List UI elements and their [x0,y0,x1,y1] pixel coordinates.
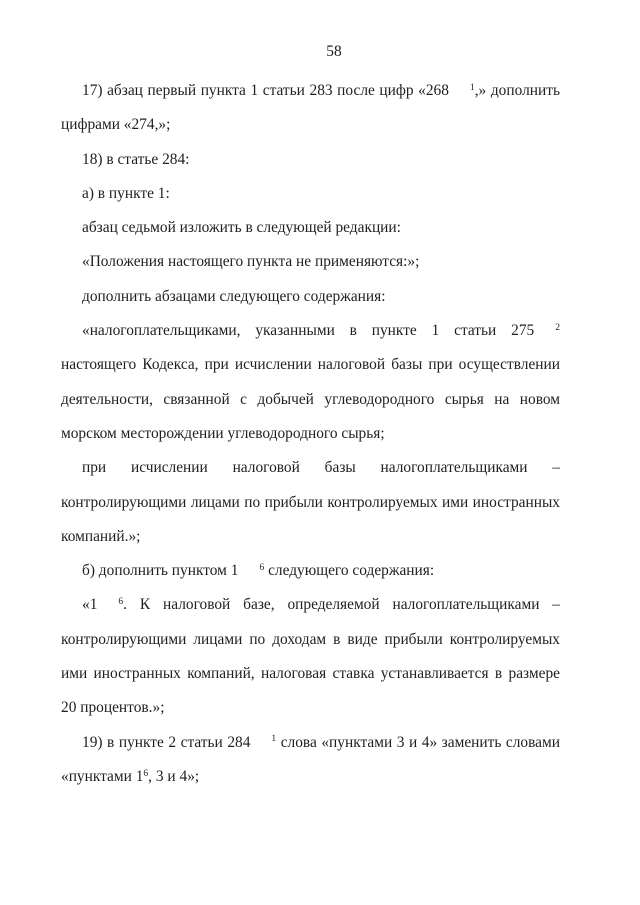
text-line: морском месторождении углеводородного сырья; [61,424,385,442]
text-line: компаний.»; [61,527,141,545]
text-line: 19) в пункте 2 статьи 284 1 слова «пунктами 3 и 4» заменить словами [82,733,560,751]
paragraph [61,177,560,211]
text-line: «налогоплательщиками, указанными в пункте 1 статьи 275 2 [82,321,560,340]
text-line: 20 процентов.»; [61,699,165,717]
paragraph [61,143,560,177]
text-line: «пунктами 16, 3 и 4»; [61,767,200,785]
paragraph [61,554,560,588]
text-line: 17) абзац первый пункта 1 статьи 283 после цифр «268 1,» дополнить [82,81,560,99]
text-line: абзац седьмой изложить в следующей редакции: [82,219,401,237]
text-line: цифрами «274,»; [61,116,171,134]
text-line: 18) в статье 284: [82,150,190,168]
text-line: настоящего Кодекса, при исчислении налоговой базы при осуществлении [61,356,560,374]
document-body [61,74,560,794]
page-number: 58 [326,43,342,60]
text-line: ими иностранных компаний, налоговая ставка устанавливается в размере [61,665,560,683]
paragraph [61,280,560,314]
text-line: б) дополнить пунктом 1 6 следующего содержания: [82,561,435,580]
text-line: деятельности, связанной с добычей углеводородного сырья на новом [61,390,560,408]
text-line: «1 6. К налоговой базе, определяемой налогоплательщиками – [82,596,560,614]
paragraph [61,74,560,143]
paragraph [61,451,560,554]
paragraph [61,588,560,725]
text-line: контролирующими лицами по доходам в виде прибыли контролируемых [61,630,560,648]
paragraph [61,726,560,795]
text-line: а) в пункте 1: [82,184,170,202]
paragraph [61,245,560,279]
paragraph [61,314,560,451]
text-line: контролирующими лицами по прибыли контролируемых ими иностранных [61,493,560,511]
text-line: дополнить абзацами следующего содержания: [82,287,386,305]
paragraph [61,211,560,245]
text-line: при исчислении налоговой базы налогоплательщиками – [82,459,560,477]
text-line: «Положения настоящего пункта не применяются:»; [82,253,420,271]
